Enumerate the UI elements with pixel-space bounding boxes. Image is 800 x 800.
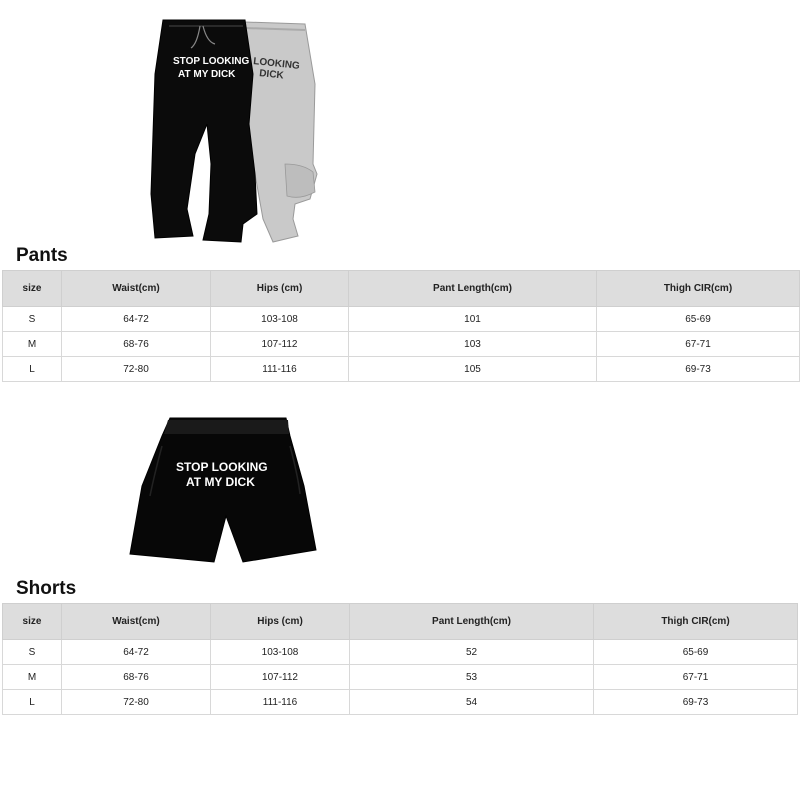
cell-waist: 64-72: [62, 640, 211, 665]
cell-thigh-cir: 69-73: [594, 690, 798, 715]
header-thigh-cir: Thigh CIR(cm): [594, 604, 798, 640]
pants-size-table: [2, 270, 800, 382]
shorts-print-line2: AT MY DICK: [186, 475, 255, 489]
header-size: size: [3, 604, 62, 640]
table-row: [3, 357, 800, 382]
table-header-row: [3, 604, 798, 640]
cell-hips: 103-108: [211, 640, 350, 665]
cell-hips: 111-116: [211, 357, 349, 382]
cell-hips: 111-116: [211, 690, 350, 715]
cell-pant-length: 103: [349, 332, 597, 357]
table-row: [3, 640, 798, 665]
cell-hips: 107-112: [211, 665, 350, 690]
cell-waist: 72-80: [62, 690, 211, 715]
cell-size: L: [3, 690, 62, 715]
header-size: size: [3, 271, 62, 307]
cell-size: M: [3, 332, 62, 357]
header-waist: Waist(cm): [62, 604, 211, 640]
cell-hips: 107-112: [211, 332, 349, 357]
cell-waist: 68-76: [62, 665, 211, 690]
table-row: [3, 332, 800, 357]
table-header-row: [3, 271, 800, 307]
table-row: [3, 307, 800, 332]
black-print-line1: STOP LOOKING: [173, 56, 250, 67]
pants-section-title: Pants: [16, 245, 68, 266]
shorts-section-title: Shorts: [16, 578, 77, 599]
header-hips: Hips (cm): [211, 604, 350, 640]
cell-thigh-cir: 65-69: [597, 307, 800, 332]
shorts-product-image: [128, 416, 318, 576]
header-waist: Waist(cm): [62, 271, 211, 307]
shorts-size-table: [2, 603, 798, 715]
pants-product-image: [145, 14, 325, 246]
cell-thigh-cir: 69-73: [597, 357, 800, 382]
cell-waist: 64-72: [62, 307, 211, 332]
cell-waist: 72-80: [62, 357, 211, 382]
header-thigh-cir: Thigh CIR(cm): [597, 271, 800, 307]
cell-size: S: [3, 307, 62, 332]
cell-size: L: [3, 357, 62, 382]
header-pant-length: Pant Length(cm): [350, 604, 594, 640]
cell-waist: 68-76: [62, 332, 211, 357]
table-row: [3, 690, 798, 715]
cell-pant-length: 101: [349, 307, 597, 332]
grey-print-line2: DICK: [258, 68, 285, 82]
grey-print-line1: LOOKING: [252, 56, 301, 72]
black-pants: [151, 20, 257, 242]
cell-hips: 103-108: [211, 307, 349, 332]
black-print-line2: AT MY DICK: [178, 69, 236, 80]
cell-thigh-cir: 67-71: [594, 665, 798, 690]
cell-pant-length: 53: [350, 665, 594, 690]
cell-pant-length: 105: [349, 357, 597, 382]
shorts-print-line1: STOP LOOKING: [176, 460, 268, 474]
cell-pant-length: 54: [350, 690, 594, 715]
table-row: [3, 665, 798, 690]
cell-pant-length: 52: [350, 640, 594, 665]
cell-thigh-cir: 65-69: [594, 640, 798, 665]
cell-size: S: [3, 640, 62, 665]
header-pant-length: Pant Length(cm): [349, 271, 597, 307]
header-hips: Hips (cm): [211, 271, 349, 307]
cell-size: M: [3, 665, 62, 690]
cell-thigh-cir: 67-71: [597, 332, 800, 357]
